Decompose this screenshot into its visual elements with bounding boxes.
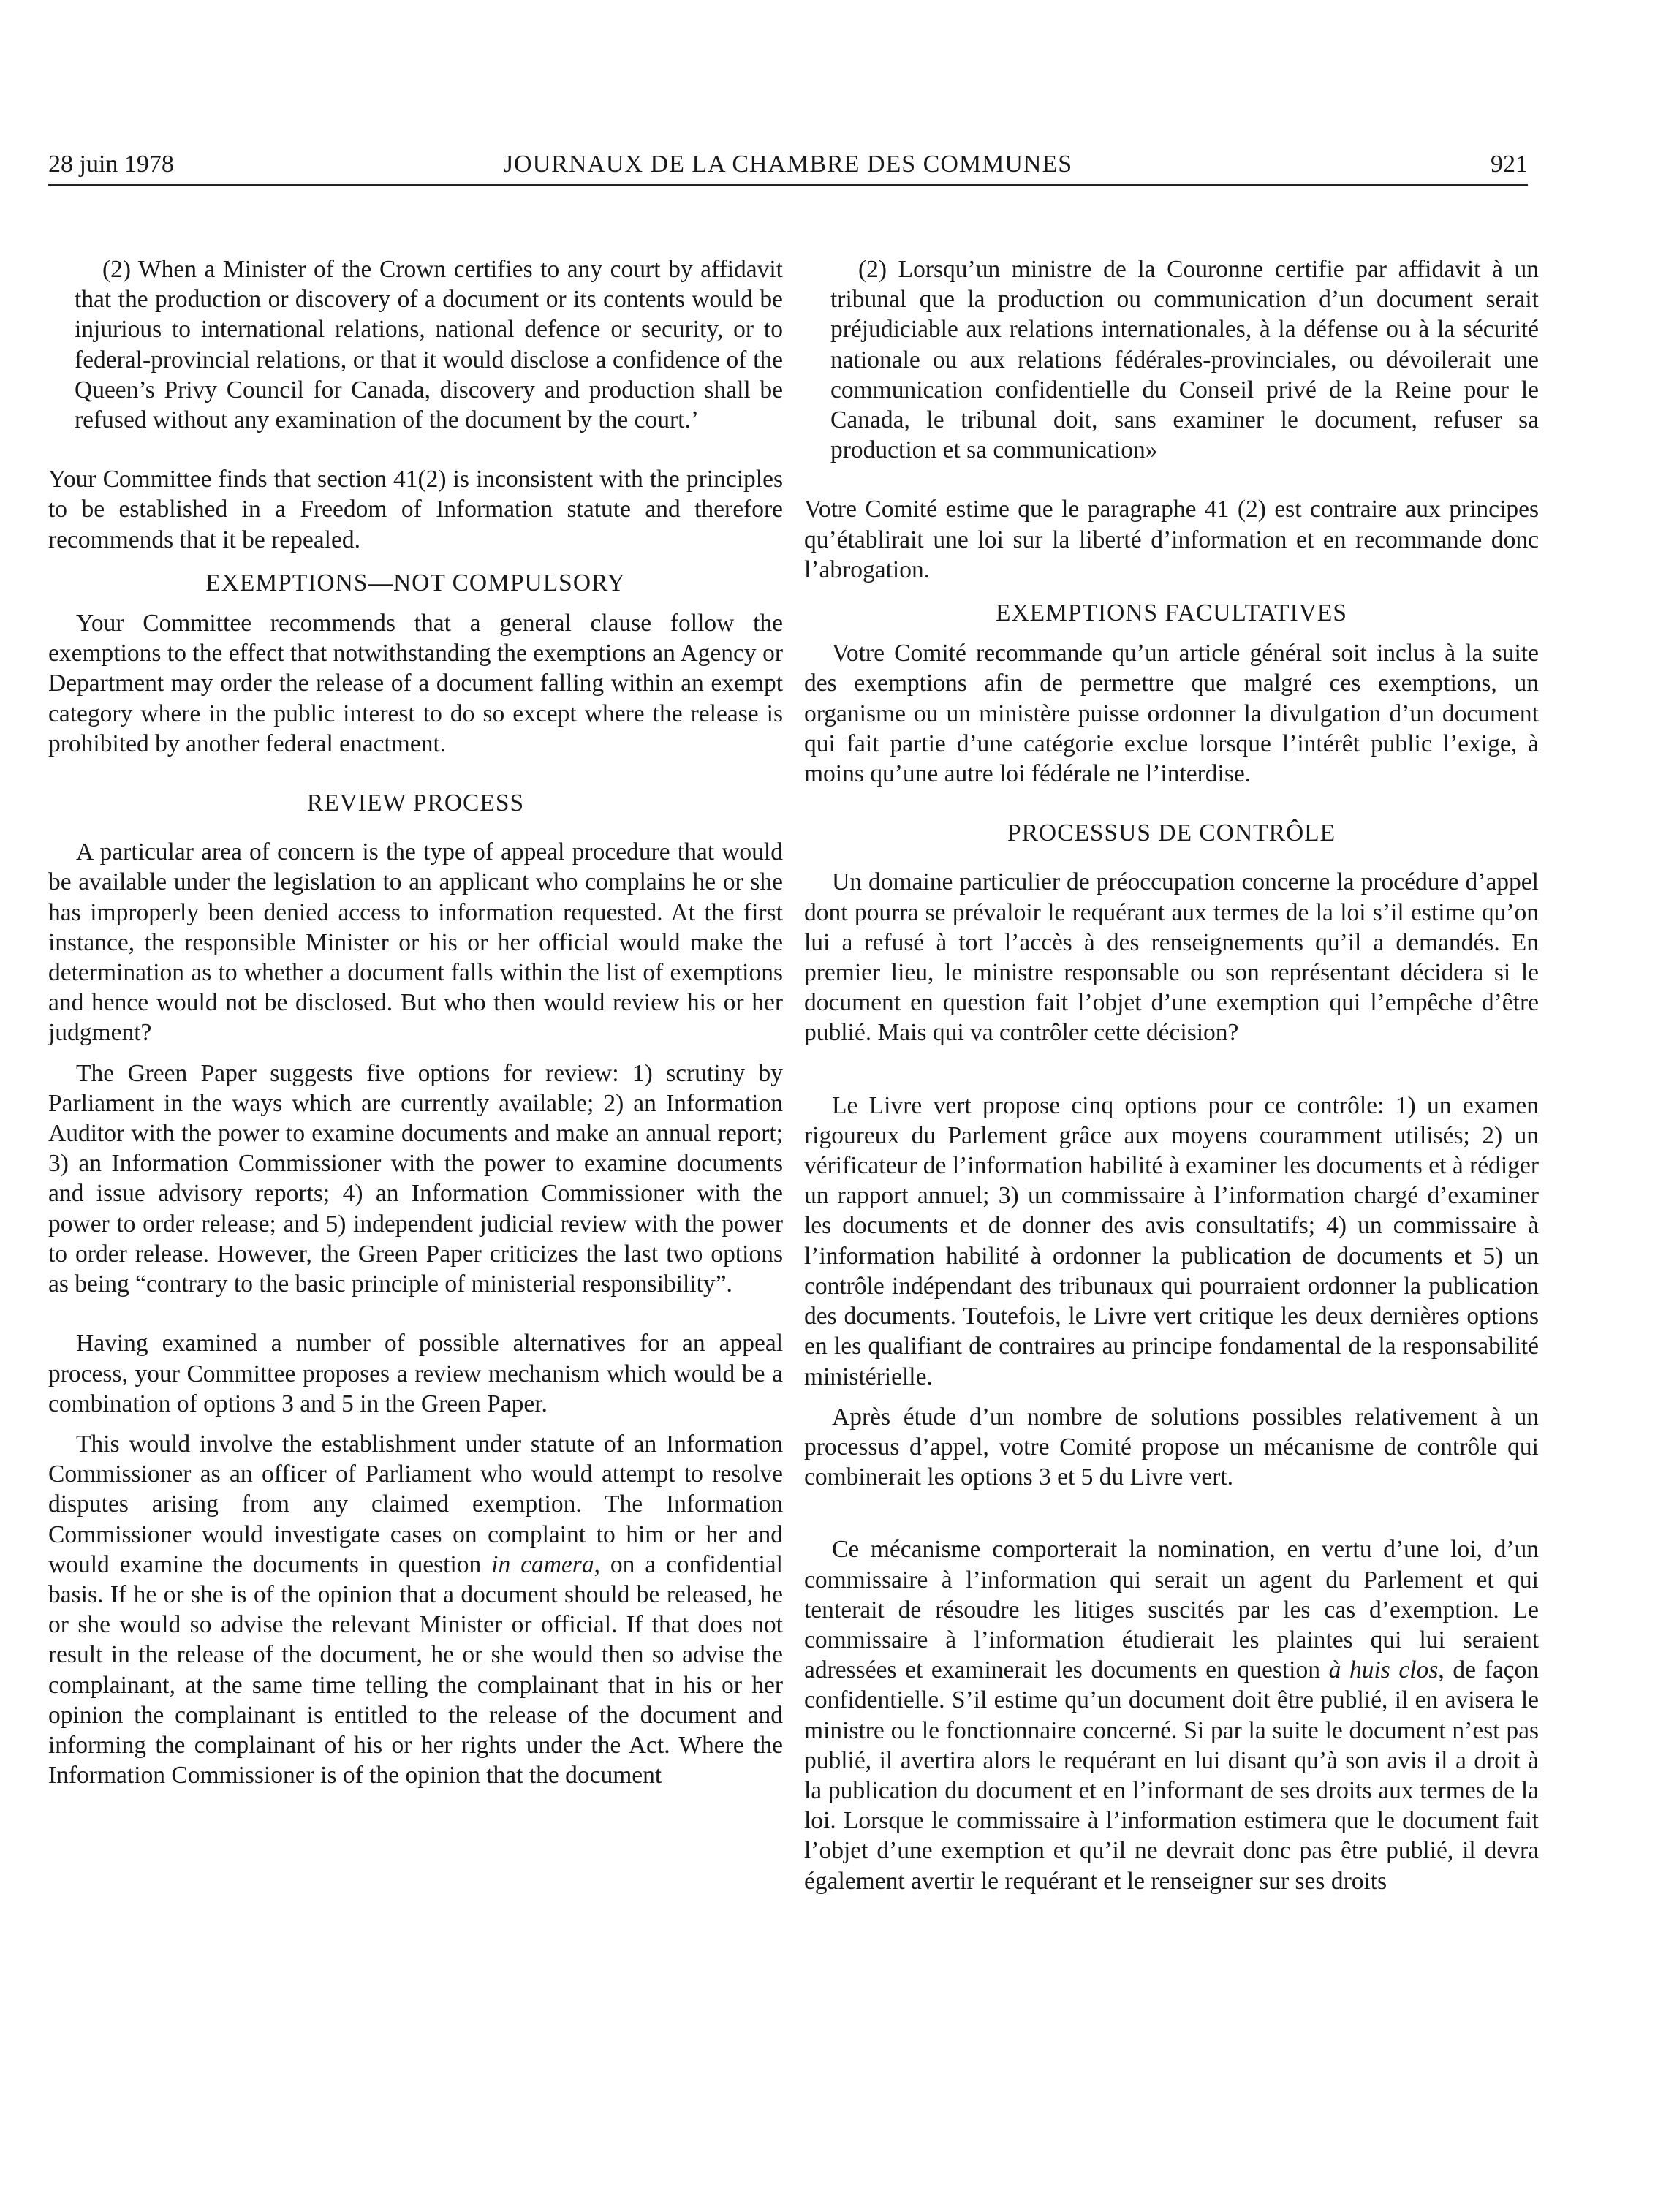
english-column xyxy=(48,254,783,1790)
paragraph-review-process: Un domaine particulier de préoccupation concerne la procédure d’appel dont pourra se prévaloir le requérant aux termes de la loi s’il estime qu’on lui a refusé à tort l’accès à des renseignements qu’il a demandés. En premier lieu, le ministre responsable ou son représentant décidera si le document en question fait l’objet d’une exemption qui l’empêche d’être publié. Mais qui va contrôler cette décision? xyxy=(804,868,1539,1047)
paragraph-section-41: Votre Comité estime que le paragraphe 41 (2) est contraire aux principes qu’établirait une loi sur la liberté d’information et en recommande donc l’abrogation. xyxy=(804,496,1539,583)
page-header xyxy=(48,146,1528,183)
quoted-subsection: (2) When a Minister of the Crown certifies to any court by affidavit that the production or discovery of a document or its contents would be injurious to international relations, national defence or security, or to federal-provincial relations, or that it would disclose a confidence of the Queen’s Privy Council for Canada, discovery and production shall be refused without any examination of the document by the court.’ xyxy=(75,256,783,434)
quoted-subsection: (2) Lorsqu’un ministre de la Couronne certifie par affidavit à un tribunal que la production ou communication d’un document serait préjudiciable aux relations internationales, à la défense ou à la sécurité nationale ou aux relations fédérales-provinciales, ou dévoilerait une communication confidentielle du Conseil privé de la Reine pour le Canada, le tribunal doit, sans examiner le document, refuser sa production et sa communication» xyxy=(830,256,1539,464)
paragraph-information-commissioner: This would involve the establishment under statute of an Information Commissioner as an officer of Parliament who would attempt to resolve disputes arising from any claimed exemption. The Information Commissioner would investigate cases on complaint to him or her and would examine the documents in question in camera, on a confidential basis. If he or she is of the opinion that a document should be released, he or she would so advise the relevant Minister or official. If that does not result in the release of the document, he or she would then so advise the complainant, at the same time telling the complainant that in his or her opinion the complainant is entitled to the release of the document and informing the complainant of his or her rights under the Act. Where the Information Commissioner is of the opinion that the document xyxy=(48,1430,783,1789)
paragraph-section-41: Your Committee finds that section 41(2) is inconsistent with the principles to be established in a Freedom of Information statute and therefore recommends that it be repealed. xyxy=(48,466,783,553)
paragraph-green-paper: The Green Paper suggests five options for review: 1) scrutiny by Parliament in the ways which are currently available; 2) an Information Auditor with the power to examine documents and make an annual report; 3) an Information Commissioner with the power to examine documents and issue advisory reports; 4) an Information Commissioner with the power to order release; and 5) independent judicial review with the power to order release. However, the Green Paper criticizes the last two options as being “contrary to the basic principle of ministerial responsibility”. xyxy=(48,1059,783,1298)
paragraph-review-process: A particular area of concern is the type of appeal procedure that would be available under the legislation to an applicant who complains he or she has improperly been denied access to information requested. At the first instance, the responsible Minister or his or her official would make the determination as to whether a document falls within the list of exemptions and hence would not be disclosed. But who then would review his or her judgment? xyxy=(48,838,783,1047)
heading-review-process: REVIEW PROCESS xyxy=(306,789,525,817)
paragraph-having-examined: Having examined a number of possible alternatives for an appeal process, your Committee proposes a review mechanism which would be a combination of options 3 and 5 in the Green Paper. xyxy=(48,1330,783,1417)
paragraph-information-commissioner: Ce mécanisme comporterait la nomination, en vertu d’une loi, d’un commissaire à l’information qui serait un agent du Parlement et qui tenterait de résoudre les litiges suscités par les cas d’exemption. Le commissaire à l’information étudierait les plaintes qui lui seraient adressées et examinerait les documents en question à huis clos, de façon confidentielle. S’il estime qu’un document doit être publié, il en avisera le ministre ou le fonctionnaire concerné. Si par la suite le document n’est pas publié, il avertira alors le requérant en lui disant qu’à son avis il a droit à la publication du document et en l’informant de ses droits aux termes de la loi. Lorsque le commissaire à l’information estimera que le document fait l’objet d’une exemption et qu’il ne devrait donc pas être publié, il devra également avertir le requérant et le renseigner sur ses droits xyxy=(804,1536,1539,1895)
paragraph-exemptions: Votre Comité recommande qu’un article général soit inclus à la suite des exemptions afin de permettre que malgré ces exemptions, un organisme ou un ministère puisse ordonner la divulgation d’un document qui fait partie d’une catégorie exclue lorsque l’intérêt public l’exige, à moins qu’une autre loi fédérale ne l’interdise. xyxy=(804,640,1539,788)
french-column xyxy=(804,254,1539,1896)
header-title: JOURNAUX DE LA CHAMBRE DES COMMUNES xyxy=(503,151,1073,178)
italic-term: à huis clos xyxy=(1328,1656,1439,1684)
heading-review-process: PROCESSUS DE CONTRÔLE xyxy=(1007,819,1336,847)
header-rule xyxy=(48,184,1528,186)
paragraph-having-examined: Après étude d’un nombre de solutions possibles relativement à un processus d’appel, votre Comité propose un mécanisme de contrôle qui combinerait les options 3 et 5 du Livre vert. xyxy=(804,1403,1539,1491)
heading-exemptions: EXEMPTIONS—NOT COMPULSORY xyxy=(205,569,626,596)
page-number: 921 xyxy=(1491,151,1528,178)
header-date: 28 juin 1978 xyxy=(48,151,174,178)
paragraph-exemptions: Your Committee recommends that a general clause follow the exemptions to the effect that notwithstanding the exemptions an Agency or Department may order the release of a document falling within an exempt category where in the public interest to do so except where the release is prohibited by another federal enactment. xyxy=(48,610,783,757)
paragraph-green-paper: Le Livre vert propose cinq options pour ce contrôle: 1) un examen rigoureux du Parlement grâce aux moyens couramment utilisés; 2) un vérificateur de l’information habilité à examiner les documents et à rédiger un rapport annuel; 3) un commissaire à l’information chargé d’examiner les documents et de donner des avis consultatifs; 4) un commissaire à l’information habilité à ordonner la publication de documents et 5) un contrôle indépendant des tribunaux qui pourraient ordonner la publication des documents. Toutefois, le Livre vert critique les deux dernières options en les qualifiant de contraires au principe fondamental de la responsabilité ministérielle. xyxy=(804,1091,1539,1390)
heading-exemptions: EXEMPTIONS FACULTATIVES xyxy=(996,599,1347,627)
latin-term: in camera xyxy=(491,1550,594,1578)
